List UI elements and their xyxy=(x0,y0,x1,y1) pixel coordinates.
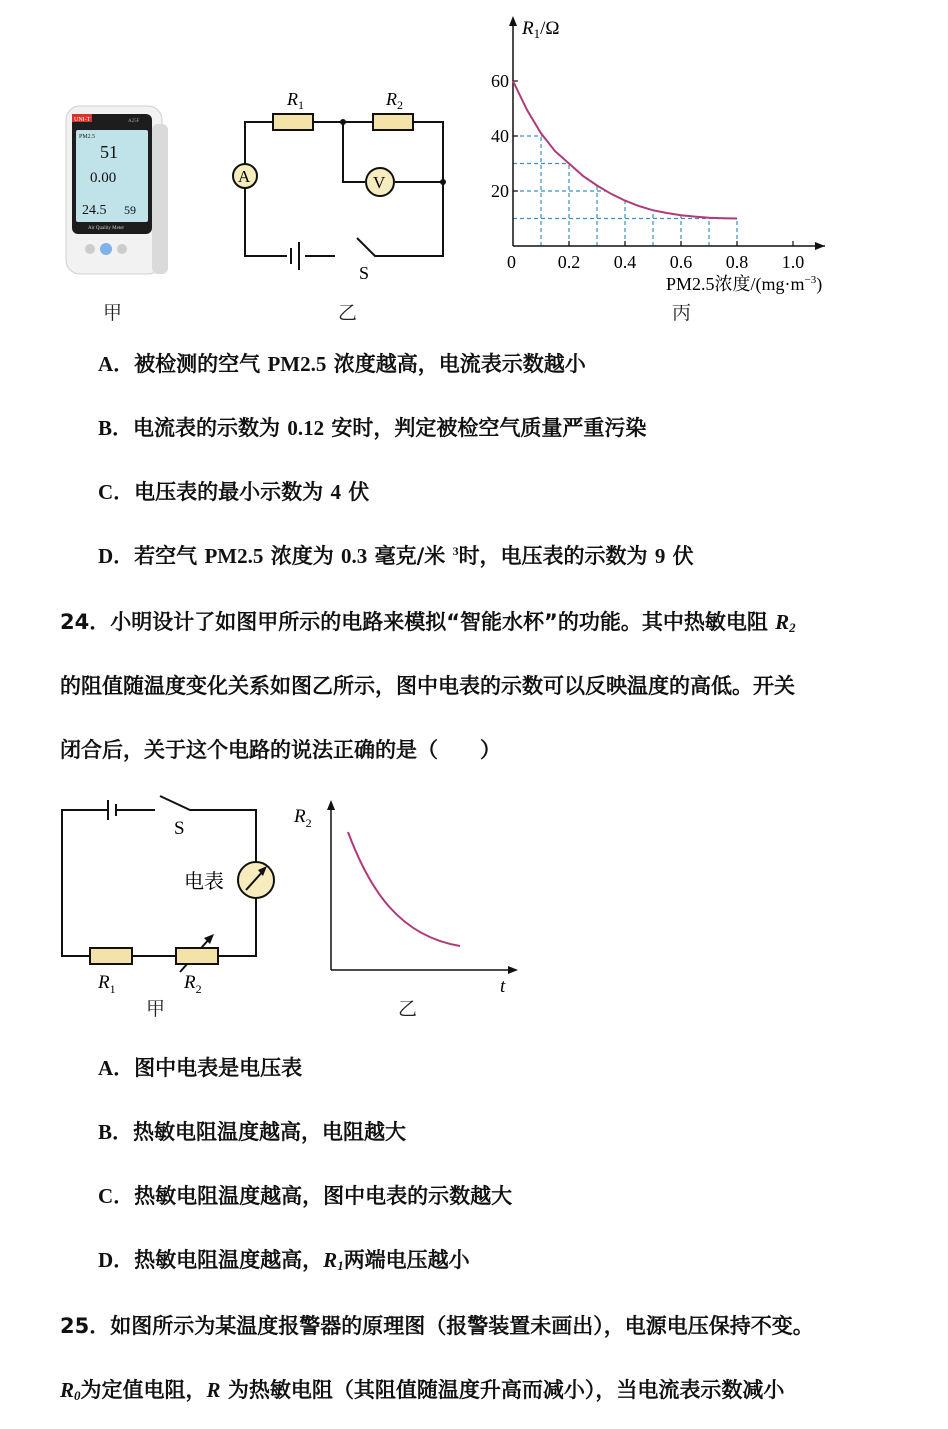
q24-option-a: A．图中电表是电压表 xyxy=(98,1056,303,1080)
q24-r2-label: $R_2$ xyxy=(184,972,202,996)
circuit-diagram-yi xyxy=(225,84,465,284)
caption-jia: 甲 xyxy=(103,302,123,324)
q25-stem-line-1: 25．如图所示为某温度报警器的原理图（报警装置未画出），电源电压保持不变。 xyxy=(60,1314,814,1338)
lcd-reading-4: 59 xyxy=(124,203,136,217)
y-tick-label-2: 60 xyxy=(491,71,509,91)
pm-label: PM2.5 xyxy=(79,134,96,140)
y-tick-label-0: 20 xyxy=(491,181,509,201)
q24-caption-yi: 乙 xyxy=(398,998,418,1020)
x-tick-label-4: 0.8 xyxy=(725,252,749,272)
q24-meter-label: 电表 xyxy=(184,871,224,893)
ammeter-label: A xyxy=(238,167,251,186)
r2-label: $R_2$ xyxy=(386,89,403,112)
q23-option-b: B．电流表的示数为 0.12 安时，判定被检空气质量严重污染 xyxy=(98,416,647,440)
series-line-r1 xyxy=(513,81,737,219)
q24-stem-line-3: 闭合后，关于这个电路的说法正确的是（ ） xyxy=(60,738,501,762)
q24-stem-line-2: 的阻值随温度变化关系如图乙所示，图中电表的示数可以反映温度的高低。开关 xyxy=(60,674,795,698)
q24-r2-curve xyxy=(348,832,460,946)
device-label: Air Quality Meter xyxy=(88,226,125,231)
q24-graph-y-label: $R_2$ xyxy=(294,806,312,830)
resistor-r2 xyxy=(373,114,413,130)
chart-svg xyxy=(480,8,880,300)
resistor-r1 xyxy=(273,114,313,130)
y-tick-label-1: 40 xyxy=(491,126,509,146)
chart-ticks xyxy=(491,71,804,272)
y-axis-label: $R_1/\Omega$ xyxy=(522,18,560,41)
resistance-graph-bing xyxy=(480,8,880,300)
q23-option-d: D．若空气 PM2.5 浓度为 0.3 毫克/米 $^3$时，电压表的示数为 9 伏 xyxy=(98,544,694,568)
q24-stem-line-1: 24．小明设计了如图甲所示的电路来模拟“智能水杯”的功能。其中热敏电阻 $R_2$ xyxy=(60,610,796,635)
x-axis-label: PM2.5浓度$/(mg\cdot m^{-3})$ xyxy=(666,274,823,294)
lcd-reading-2: 0.00 xyxy=(90,170,117,186)
switch-label: S xyxy=(359,263,370,283)
q25-stem-line-2: $R_0$为定值电阻，R 为热敏电阻（其阻值随温度升高而减小），当电流表示数减小 xyxy=(60,1378,785,1403)
q23-option-c: C．电压表的最小示数为 4 伏 xyxy=(98,480,370,504)
q24-caption-jia: 甲 xyxy=(146,998,166,1020)
lcd-reading-1: 51 xyxy=(100,142,118,162)
q24-resistor-r1 xyxy=(90,948,132,964)
model-text: A25F xyxy=(128,119,140,124)
x-tick-label-2: 0.4 xyxy=(613,252,637,272)
x-tick-label-1: 0.2 xyxy=(557,252,581,272)
x-tick-label-5: 1.0 xyxy=(781,252,805,272)
q24-graph-yi xyxy=(290,796,526,996)
q24-circuit-jia xyxy=(50,790,290,1018)
q24-option-c: C．热敏电阻温度越高，图中电表的示数越大 xyxy=(98,1184,513,1208)
q24-option-b: B．热敏电阻温度越高，电阻越大 xyxy=(98,1120,407,1144)
voltmeter-label: V xyxy=(373,173,386,192)
caption-bing: 丙 xyxy=(672,302,692,324)
chart-guides xyxy=(513,133,737,246)
lcd-reading-3: 24.5 xyxy=(82,203,107,218)
r1-label: $R_1$ xyxy=(287,89,304,112)
q24-switch-label: S xyxy=(174,818,185,839)
air-quality-meter-image xyxy=(60,104,172,276)
brand-text: UNI-T xyxy=(74,117,91,123)
q24-r1-label: $R_1$ xyxy=(98,972,116,996)
x-tick-label-0: 0 xyxy=(507,252,516,272)
caption-yi: 乙 xyxy=(338,302,358,324)
q24-graph-x-label: t xyxy=(500,976,506,996)
q24-thermistor-r2 xyxy=(176,948,218,964)
q24-option-d: D．热敏电阻温度越高，$R_1$两端电压越小 xyxy=(98,1248,470,1273)
x-tick-label-3: 0.6 xyxy=(669,252,693,272)
q23-option-a: A．被检测的空气 PM2.5 浓度越高，电流表示数越小 xyxy=(98,352,586,376)
